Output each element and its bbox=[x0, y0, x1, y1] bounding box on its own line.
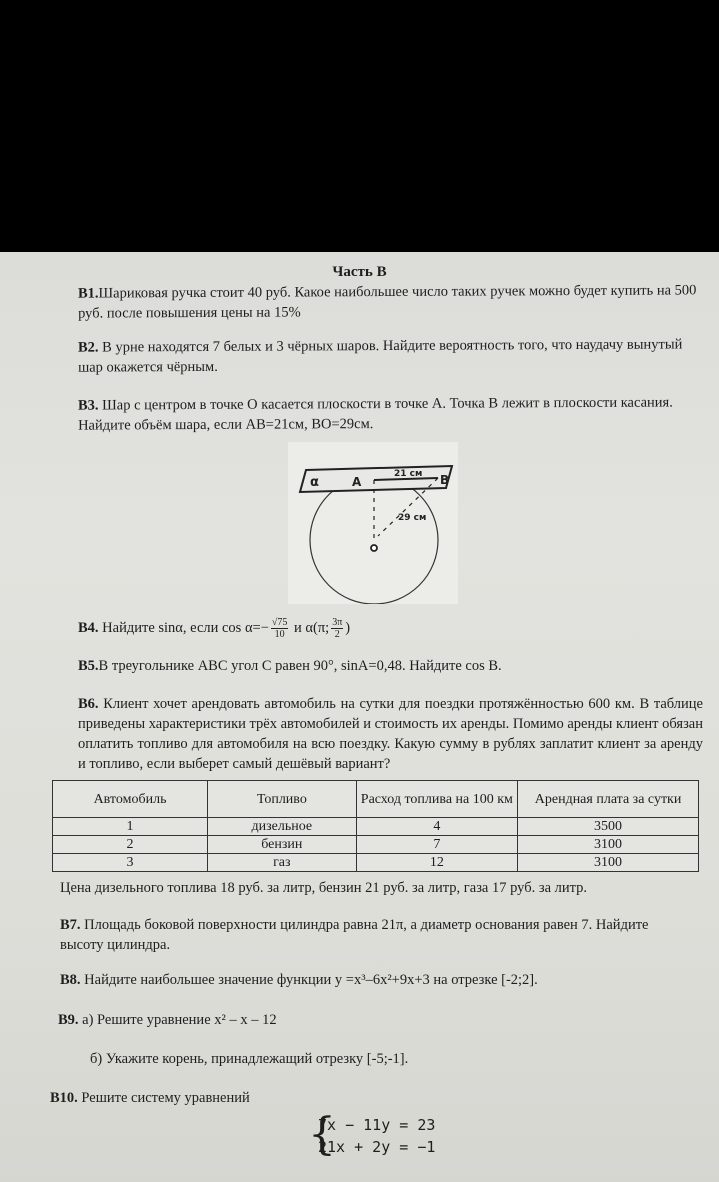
plane-label: α bbox=[310, 475, 319, 490]
car-rental-table bbox=[52, 780, 699, 872]
task-text: Площадь боковой поверхности цилиндра равна 21π, а диаметр основания равен 7. Найдите высоту цилиндра. bbox=[60, 917, 649, 953]
table-cell: 12 bbox=[356, 854, 518, 872]
task-b4 bbox=[78, 617, 698, 640]
task-number: В10. bbox=[50, 1090, 78, 1106]
fraction-denominator: 2 bbox=[334, 629, 340, 640]
task-text: Шариковая ручка стоит 40 руб. Какое наибольшее число таких ручек можно будет купить на 500 руб. после повышения цены на 15% bbox=[78, 282, 697, 322]
table-row bbox=[53, 854, 699, 872]
task-text: ) bbox=[345, 619, 351, 636]
task-text: В треугольнике АВС угол С равен 90°, sinA=0,48. Найдите cos B. bbox=[98, 658, 502, 674]
task-number: В1. bbox=[77, 285, 99, 302]
task-text: а) Решите уравнение x² – x – 12 bbox=[78, 1012, 277, 1028]
table-row bbox=[53, 836, 699, 854]
section-title: Часть В bbox=[332, 264, 387, 280]
column-header: Топливо bbox=[208, 781, 357, 818]
task-text: Клиент хочет арендовать автомобиль на сутки для поездки протяжённостью 600 км. В таблице приведены характеристики трёх автомобилей и стоимость их аренды. Помимо аренды клиент обязан оплатить топливо для автомобиля на всю поездку. Какую сумму в рублях заплатит клиент за аренду и топливо, если выберет самый дешёвый вариант? bbox=[78, 696, 704, 772]
task-b2 bbox=[78, 334, 698, 377]
point-o-mark bbox=[371, 545, 377, 551]
task-number: В7. bbox=[60, 917, 81, 933]
task-number: В4. bbox=[78, 619, 99, 636]
task-number: В9. bbox=[58, 1012, 79, 1028]
table-cell: 1 bbox=[53, 818, 208, 836]
fraction-sqrt75-over-10 bbox=[271, 617, 289, 640]
table-cell: 3100 bbox=[518, 854, 699, 872]
table-cell: 3100 bbox=[518, 836, 699, 854]
task-text: Решите систему уравнений bbox=[77, 1090, 250, 1106]
task-text: Найдите sinα, если cos α=− bbox=[98, 619, 269, 636]
task-text: Шар с центром в точке О касается плоскости в точке А. Точка В лежит в плоскости касания. Найдите объём шара, если АВ=21см, ВО=29см. bbox=[78, 394, 673, 434]
column-header: Арендная плата за сутки bbox=[518, 781, 699, 818]
task-number: В5. bbox=[78, 658, 99, 674]
column-header: Расход топлива на 100 км bbox=[356, 781, 518, 818]
table-row bbox=[53, 818, 699, 836]
sphere-figure bbox=[288, 442, 458, 604]
task-number: В2. bbox=[77, 339, 99, 356]
task-b3 bbox=[78, 392, 698, 435]
task-text: и α(π; bbox=[290, 619, 330, 636]
table-cell: 4 bbox=[356, 818, 518, 836]
table-cell: газ bbox=[208, 854, 357, 872]
fraction-3pi-over-2 bbox=[331, 617, 343, 640]
task-number: В6. bbox=[78, 696, 99, 712]
task-number: В3. bbox=[77, 397, 99, 414]
table-cell: 7 bbox=[356, 836, 518, 854]
task-b6 bbox=[78, 694, 703, 774]
task-b5 bbox=[78, 656, 698, 676]
ab-length-label: 21 см bbox=[394, 469, 423, 479]
task-number: В8. bbox=[60, 972, 81, 988]
table-cell: дизельное bbox=[208, 818, 357, 836]
point-a-label: A bbox=[352, 475, 362, 489]
equation-system bbox=[308, 1109, 528, 1166]
table-header-row bbox=[53, 781, 699, 818]
task-b1 bbox=[78, 280, 698, 323]
column-header: Автомобиль bbox=[53, 781, 208, 818]
equation-1: 7x − 11y = 23 bbox=[318, 1116, 436, 1134]
table-cell: 2 bbox=[53, 836, 208, 854]
table-cell: 3500 bbox=[518, 818, 699, 836]
equation-2: 21x + 2y = −1 bbox=[318, 1138, 436, 1156]
task-b8 bbox=[60, 970, 680, 990]
sphere-diagram bbox=[288, 442, 458, 604]
table-cell: бензин bbox=[208, 836, 357, 854]
system-brace: { bbox=[308, 1109, 336, 1160]
fraction-numerator: √75 bbox=[271, 617, 288, 628]
fraction-denominator: 10 bbox=[274, 629, 285, 640]
task-b9-part-a bbox=[58, 1010, 678, 1030]
worksheet-page bbox=[0, 252, 719, 1182]
bo-length-label: 29 см bbox=[398, 513, 427, 523]
task-b10 bbox=[50, 1088, 670, 1108]
task-text: Найдите наибольшее значение функции y =x³–6x²+9x+3 на отрезке [-2;2]. bbox=[80, 972, 538, 988]
task-b9-part-b: б) Укажите корень, принадлежащий отрезку [-5;-1]. bbox=[90, 1051, 409, 1067]
task-text: В урне находятся 7 белых и 3 чёрных шаров. Найдите вероятность того, что наудачу вынутый шар окажется чёрным. bbox=[78, 336, 683, 376]
fuel-price-note: Цена дизельного топлива 18 руб. за литр, бензин 21 руб. за литр, газа 17 руб. за литр. bbox=[60, 880, 588, 896]
point-b-label: B bbox=[440, 473, 450, 487]
fraction-numerator: 3π bbox=[332, 617, 343, 628]
table-cell: 3 bbox=[53, 854, 208, 872]
task-b7 bbox=[60, 915, 680, 955]
